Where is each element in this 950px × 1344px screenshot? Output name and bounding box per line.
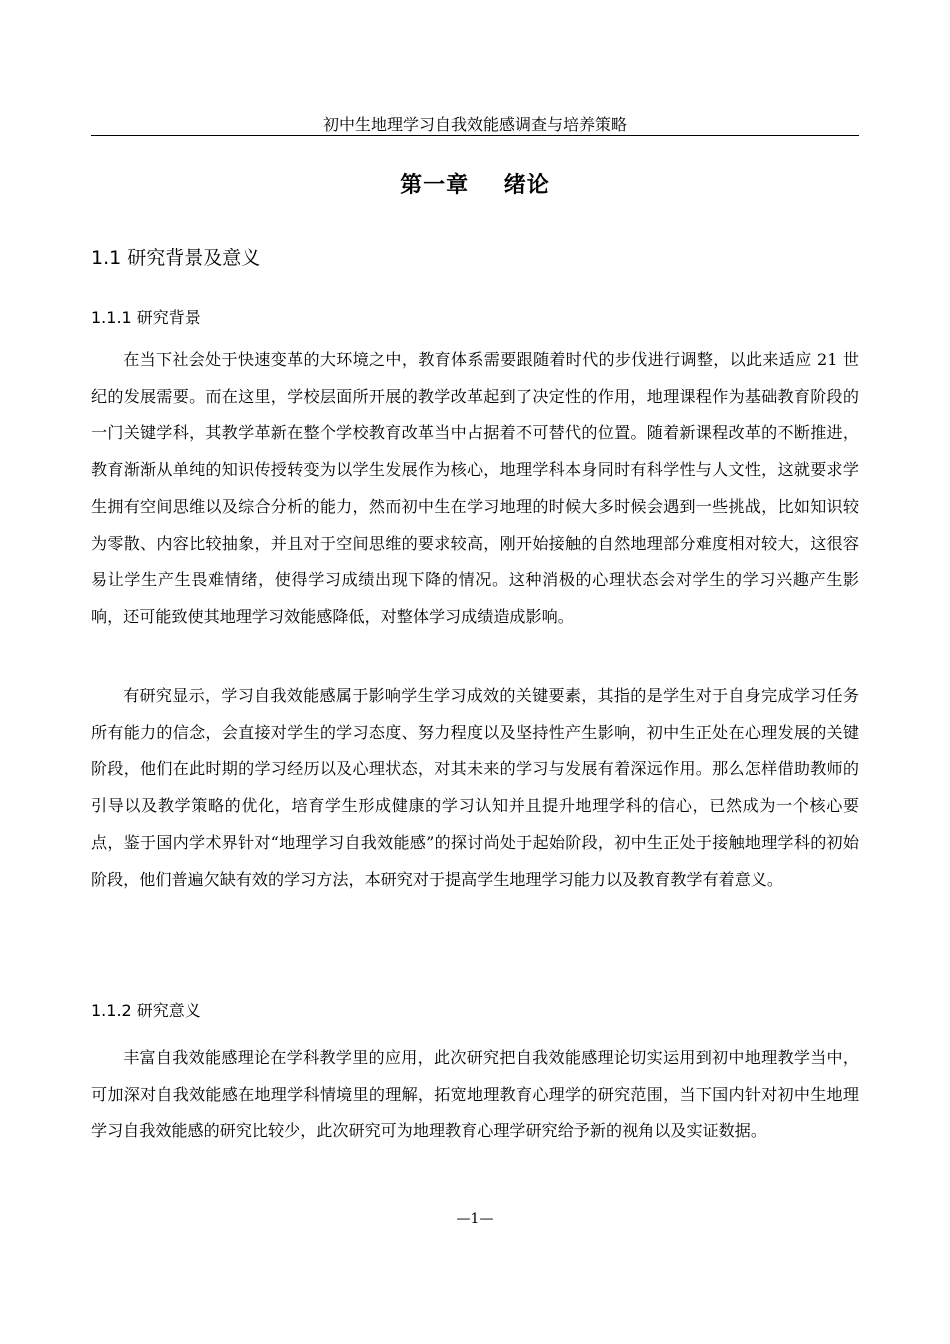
header-rule xyxy=(91,135,859,136)
subsection-heading-significance: 1.1.2 研究意义 xyxy=(91,1001,201,1020)
body-paragraph: 在当下社会处于快速变革的大环境之中，教育体系需要跟随着时代的步伐进行调整，以此来适应 21 世纪的发展需要。而在这里，学校层面所开展的教学改革起到了决定性的作用，地理课程作为基础教育阶段的一门关键学科，其教学革新在整个学校教育改革当中占据着不可替代的位置。随着新课程改革的不断推进，教育渐渐从单纯的知识传授转变为以学生发展作为核心，地理学科本身同时有科学性与人文性，这就要求学生拥有空间思维以及综合分析的能力，然而初中生在学习地理的时候大多时候会遇到一些挑战，比如知识较为零散、内容比较抽象，并且对于空间思维的要求较高，刚开始接触的自然地理部分难度相对较大，这很容易让学生产生畏难情绪，使得学习成绩出现下降的情况。这种消极的心理状态会对学生的学习兴趣产生影响，还可能致使其地理学习效能感降低，对整体学习成绩造成影响。 xyxy=(91,350,859,626)
running-header: 初中生地理学习自我效能感调查与培养策略 xyxy=(322,115,627,134)
body-paragraph: 丰富自我效能感理论在学科教学里的应用，此次研究把自我效能感理论切实运用到初中地理教学当中，可加深对自我效能感在地理学科情境里的理解，拓宽地理教育心理学的研究范围，当下国内针对初中生地理学习自我效能感的研究比较少，此次研究可为地理教育心理学研究给予新的视角以及实证数据。 xyxy=(91,1048,859,1141)
subsection-heading-background: 1.1.1 研究背景 xyxy=(91,308,201,327)
section-heading: 1.1 研究背景及意义 xyxy=(91,247,261,269)
body-paragraph: 有研究显示，学习自我效能感属于影响学生学习成效的关键要素，其指的是学生对于自身完成学习任务所有能力的信念，会直接对学生的学习态度、努力程度以及坚持性产生影响，初中生正处在心理发展的关键阶段，他们在此时期的学习经历以及心理状态，对其未来的学习与发展有着深远作用。那么怎样借助教师的引导以及教学策略的优化，培育学生形成健康的学习认知并且提升地理学科的信心，已然成为一个核心要点，鉴于国内学术界针对“地理学习自我效能感”的探讨尚处于起始阶段，初中生正处于接触地理学科的初始阶段，他们普遍欠缺有效的学习方法，本研究对于提高学生地理学习能力以及教育教学有着意义。 xyxy=(91,686,859,889)
page-number: —1— xyxy=(456,1211,494,1227)
chapter-title: 第一章 绪论 xyxy=(400,173,550,198)
